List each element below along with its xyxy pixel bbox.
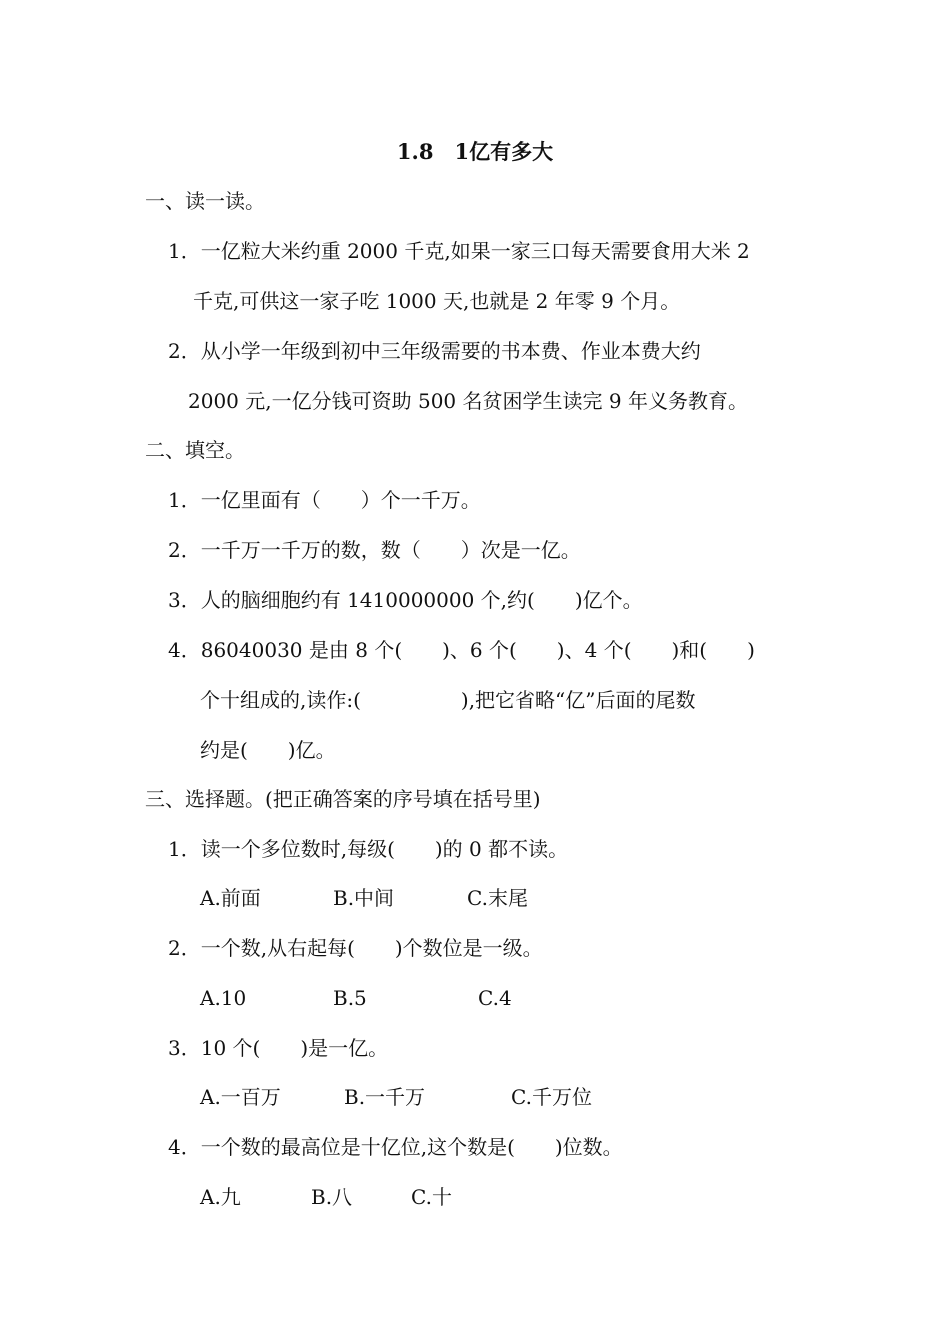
fill-question-4-line-1: 4．86040030 是由 8 个( )、6 个( )、4 个( )和( ) — [168, 638, 755, 662]
option-a: A.10 — [200, 986, 247, 1010]
fill-question-3: 3．人的脑细胞约有 1410000000 个,约( )亿个。 — [168, 588, 643, 612]
option-a: A.前面 — [200, 886, 261, 910]
choice-question-2: 2．一个数,从右起每( )个数位是一级。 — [168, 936, 543, 960]
option-c: C.末尾 — [467, 886, 528, 910]
choice-question-4: 4．一个数的最高位是十亿位,这个数是( )位数。 — [168, 1135, 623, 1159]
choice-question-4-options — [0, 1183, 950, 1211]
option-a: A.一百万 — [200, 1085, 281, 1109]
choice-question-1: 1．读一个多位数时,每级( )的 0 都不读。 — [168, 837, 569, 861]
fill-question-2: 2．一千万一千万的数，数（ ）次是一亿。 — [168, 538, 581, 562]
option-c: C.千万位 — [511, 1085, 592, 1109]
option-c: C.十 — [411, 1185, 452, 1209]
section-1-item-1-line-1: 1．一亿粒大米约重 2000 千克,如果一家三口每天需要食用大米 2 — [168, 239, 750, 263]
section-2-heading: 二、填空。 — [145, 438, 245, 462]
choice-question-3: 3．10 个( )是一亿。 — [168, 1036, 389, 1060]
choice-question-2-options — [0, 984, 950, 1012]
option-c: C.4 — [478, 986, 512, 1010]
option-b: B.一千万 — [344, 1085, 426, 1109]
fill-question-4-line-3: 约是( )亿。 — [200, 738, 336, 762]
choice-question-3-options — [0, 1083, 950, 1111]
option-b: B.5 — [333, 986, 367, 1010]
page-title: 1.8 1亿有多大 — [396, 139, 554, 164]
section-1-heading: 一、读一读。 — [145, 189, 265, 213]
option-b: B.八 — [311, 1185, 353, 1209]
option-b: B.中间 — [333, 886, 395, 910]
fill-question-4-line-2: 个十组成的,读作:( ),把它省略“亿”后面的尾数 — [200, 688, 696, 712]
choice-question-1-options — [0, 884, 950, 912]
option-a: A.九 — [200, 1185, 241, 1209]
section-1-item-2-line-1: 2．从小学一年级到初中三年级需要的书本费、作业本费大约 — [168, 339, 701, 363]
section-1-item-1-line-2: 千克,可供这一家子吃 1000 天,也就是 2 年零 9 个月。 — [193, 289, 681, 313]
fill-question-1: 1．一亿里面有（ ）个一千万。 — [168, 488, 481, 512]
section-1-item-2-line-2: 2000 元,一亿分钱可资助 500 名贫困学生读完 9 年义务教育。 — [188, 389, 748, 413]
section-3-heading: 三、选择题。(把正确答案的序号填在括号里) — [145, 787, 541, 811]
